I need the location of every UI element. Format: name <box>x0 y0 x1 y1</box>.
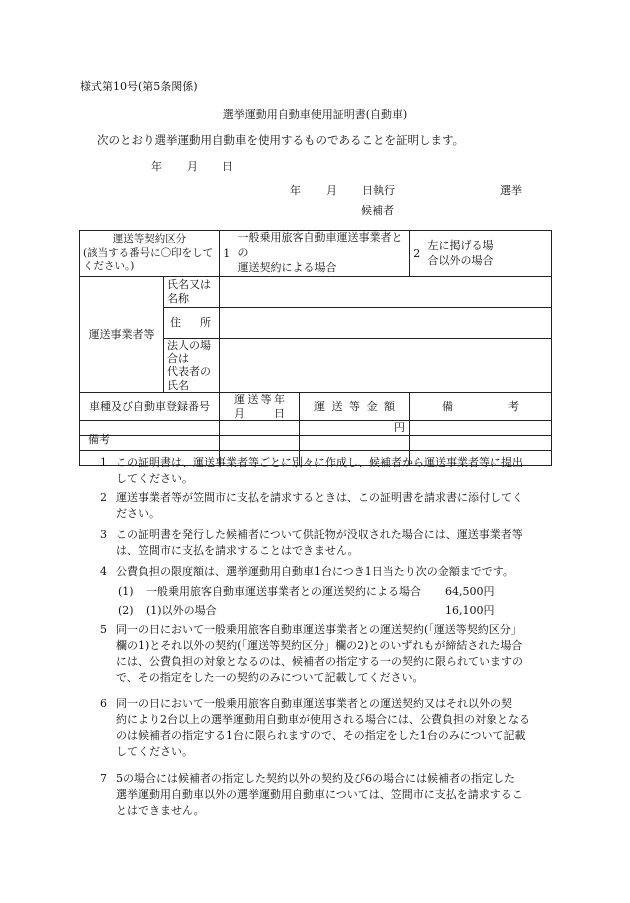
option1-line2: 運送契約による場合 <box>237 260 337 274</box>
note-6-number: 6 <box>100 697 107 710</box>
note-7-line-2: 選挙運動用自動車以外の選挙運動用自動車については、笠間市に支払を請求するこ <box>116 787 523 801</box>
table-row <box>80 436 552 451</box>
note-4-sub-1-number: (1) <box>118 585 134 598</box>
note-5 <box>100 622 548 686</box>
note-5-line-4: で、その指定をした一の契約のみについて記載してください。 <box>116 670 424 684</box>
note-4-sub-1-amount: 64,500円 <box>445 585 495 598</box>
yen-unit: 円 <box>394 421 406 435</box>
col-amount-cell <box>300 392 410 421</box>
option1-line1: 一般乗用旅客自動車運送事業者との <box>237 231 403 260</box>
note-6-line-2: 約により2台以上の選挙運動用自動車が使用される場合には、公費負担の対象となる <box>116 712 530 726</box>
note-3-line-1: この証明書を発行した候補者について供託物が没収された場合には、運送事業者等 <box>116 528 523 541</box>
remarks-cell[interactable] <box>410 421 552 436</box>
note-2-number: 2 <box>100 491 107 504</box>
note-7 <box>100 771 548 819</box>
note-1-number: 1 <box>100 456 107 469</box>
col-remarks: 備考 <box>442 399 520 413</box>
note-4-sub-2-text: (1)以外の場合 <box>146 604 217 617</box>
note-2-line-1: 運送事業者等が笠間市に支払を請求するときは、この証明書を請求書に添付してく <box>116 491 523 504</box>
amount-cell[interactable] <box>300 421 410 436</box>
rep-field[interactable] <box>220 339 552 393</box>
col-vehicle: 車種及び自動車登録番号 <box>80 392 220 421</box>
note-6-line-4: してください。 <box>116 744 193 758</box>
note-3-line-2: は、笠間市に支払を請求することはできません。 <box>116 543 359 557</box>
sig-month: 月 <box>326 184 337 197</box>
note-5-line-1: 同一の日において一般乗用旅客自動車運送事業者との運送契約(「運送等契約区分」 <box>116 623 522 636</box>
note-6-line-1: 同一の日において一般乗用旅客自動車運送事業者との運送契約又はそれ以外の契 <box>116 697 512 710</box>
note-1-line-2: してください。 <box>116 471 193 485</box>
note-4-line-1: 公費負担の限度額は、選挙運動用自動車1台につき1日当たり次の金額までです。 <box>116 565 514 578</box>
note-4-number: 4 <box>100 565 107 578</box>
sig-year: 年 <box>290 184 301 197</box>
rep-label-cell <box>164 339 220 393</box>
column-header-row <box>80 392 552 421</box>
address-label-cell <box>164 308 220 339</box>
note-5-line-2: 欄の1)とそれ以外の契約(「運送等契約区分」欄の2)とのいずれもが締結された場合 <box>116 638 523 652</box>
note-5-number: 5 <box>100 623 107 636</box>
amount-cell[interactable] <box>300 436 410 451</box>
remarks-cell[interactable] <box>410 436 552 451</box>
note-7-line-3: とはできません。 <box>116 803 205 817</box>
operator-label: 運送事業者等 <box>80 277 164 393</box>
col-remarks-cell <box>410 392 552 421</box>
sig-candidate: 候補者 <box>361 204 394 217</box>
note-2-line-2: ださい。 <box>116 506 160 520</box>
rep-label-2: 代表者の氏名 <box>167 365 211 392</box>
option1-text <box>234 231 410 277</box>
note-5-line-3: には、公費負担の対象となるのは、候補者の指定する一の契約に限られていますの <box>116 654 523 668</box>
date-year: 年 <box>151 160 162 173</box>
date-month: 月 <box>187 160 198 173</box>
note-2 <box>100 490 548 522</box>
notes-heading: 備考 <box>88 433 110 446</box>
note-7-line-1: 5の場合には候補者の指定した契約以外の契約及び6の場合には候補者の指定した <box>116 772 515 785</box>
certificate-table <box>79 230 552 466</box>
rep-label-1: 法人の場合は <box>167 339 211 366</box>
note-6-line-3: のは候補者の指定する1台に限られますので、その指定をした1台のみについて記載 <box>116 728 526 742</box>
category-row <box>80 231 552 277</box>
date-cell[interactable] <box>220 421 300 436</box>
col-date-cell <box>220 392 300 421</box>
note-4 <box>100 564 548 580</box>
form-number: 様式第10号(第5条関係) <box>80 80 198 93</box>
note-6 <box>100 696 548 760</box>
note-3-number: 3 <box>100 528 107 541</box>
note-4-sub-1-text: 一般乗用旅客自動車運送事業者との運送契約による場合 <box>146 585 421 598</box>
category-cell <box>80 231 220 277</box>
option2-text <box>424 231 552 277</box>
option2-number[interactable]: 2 <box>410 231 424 277</box>
document-title: 選挙運動用自動車使用証明書(自動車) <box>222 108 408 121</box>
option1-number[interactable]: 1 <box>220 231 234 277</box>
intro-text: 次のとおり選挙運動用自動車を使用するものであることを証明します。 <box>97 133 465 147</box>
option2-line1: 左に掲げる場 <box>427 238 494 252</box>
date-day: 日 <box>222 160 233 173</box>
note-3 <box>100 527 548 559</box>
table-row <box>80 421 552 436</box>
category-note-1: (該当する番号に〇印をして <box>83 246 214 259</box>
note-4-sub-2-number: (2) <box>118 604 134 617</box>
operator-name-row <box>80 277 552 308</box>
col-amount: 運送等金額 <box>314 399 396 413</box>
sig-day-executed: 日執行 <box>362 184 395 197</box>
category-header: 運送等契約区分 <box>112 233 187 246</box>
note-4-sub-2-amount: 16,100円 <box>445 604 495 617</box>
address-field[interactable] <box>220 308 552 339</box>
date-cell[interactable] <box>220 436 300 451</box>
name-label: 氏名又は名称 <box>164 277 220 308</box>
option2-line2: 合以外の場合 <box>427 253 494 267</box>
sig-election: 選挙 <box>500 184 522 197</box>
col-date: 運送等年月日 <box>234 392 286 420</box>
name-field[interactable] <box>220 277 552 308</box>
address-label: 住所 <box>170 316 212 330</box>
note-1-line-1: この証明書は、運送事業者等ごとに別々に作成し、候補者から運送事業者等に提出 <box>116 456 523 469</box>
category-note-2: ください。) <box>83 260 135 273</box>
note-7-number: 7 <box>100 772 107 785</box>
note-1 <box>100 455 548 487</box>
